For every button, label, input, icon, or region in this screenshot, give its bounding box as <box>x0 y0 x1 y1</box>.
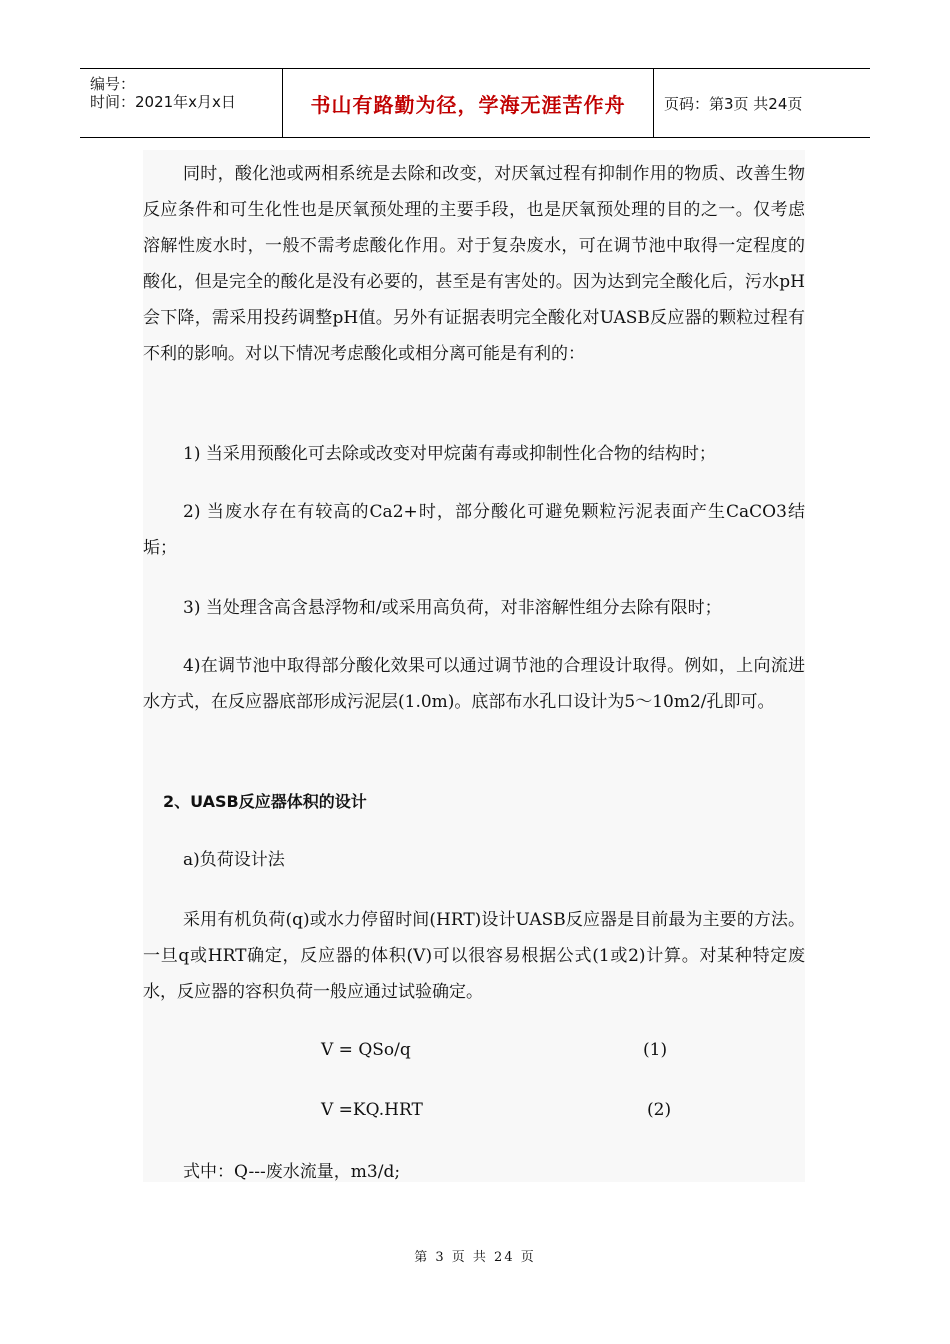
header-page-cell <box>654 69 870 137</box>
variable-definition: 式中：Q---废水流量，m3/d; <box>183 1162 401 1182</box>
equation-2: V =KQ.HRT <box>321 1100 423 1120</box>
document-number-label: 编号： <box>90 75 136 93</box>
list-item-2: 2) 当废水存在有较高的Ca2+时，部分酸化可避免颗粒污泥表面产生CaCO3结垢； <box>143 502 805 558</box>
equation-2-number: (2) <box>647 1100 672 1120</box>
header-motto: 书山有路勤为径，学海无涯苦作舟 <box>310 92 626 117</box>
section-heading: 2、UASB反应器体积的设计 <box>163 792 367 811</box>
page-header <box>80 68 870 138</box>
list-item-3: 3) 当处理含高含悬浮物和/或采用高负荷，对非溶解性组分去除有限时； <box>183 598 722 618</box>
paragraph-acidification: 同时，酸化池或两相系统是去除和改变，对厌氧过程有抑制作用的物质、改善生物反应条件和可生化性也是厌氧预处理的主要手段，也是厌氧预处理的目的之一。仅考虑溶解性废水时，一般不需考虑酸化作用。对于复杂废水，可在调节池中取得一定程度的酸化，但是完全的酸化是没有必要的，甚至是有害处的。因为达到完全酸化后，污水pH会下降，需采用投药调整pH值。另外有证据表明完全酸化对UASB反应器的颗粒过程有不利的影响。对以下情况考虑酸化或相分离可能是有利的： <box>143 164 805 364</box>
document-date-label: 时间：2021年x月x日 <box>90 93 236 111</box>
header-motto-cell <box>282 69 654 137</box>
document-body <box>143 150 805 1182</box>
subsection-heading: a)负荷设计法 <box>183 850 285 870</box>
header-meta-cell <box>80 69 282 137</box>
equation-1-number: (1) <box>643 1040 668 1060</box>
equation-1: V = QSo/q <box>321 1040 411 1060</box>
paragraph-load-design: 采用有机负荷(q)或水力停留时间(HRT)设计UASB反应器是目前最为主要的方法。一旦q或HRT确定，反应器的体积(V)可以很容易根据公式(1或2)计算。对某种特定废水，反应器的容积负荷一般应通过试验确定。 <box>143 910 805 1002</box>
list-item-4: 4)在调节池中取得部分酸化效果可以通过调节池的合理设计取得。例如，上向流进水方式，在反应器底部形成污泥层(1.0m)。底部布水孔口设计为5～10m2/孔即可。 <box>143 656 805 712</box>
list-item-1: 1) 当采用预酸化可去除或改变对甲烷菌有毒或抑制性化合物的结构时； <box>183 444 716 464</box>
header-page-number: 页码：第3页 共24页 <box>664 94 803 113</box>
page-footer: 第 3 页 共 24 页 <box>414 1250 536 1265</box>
